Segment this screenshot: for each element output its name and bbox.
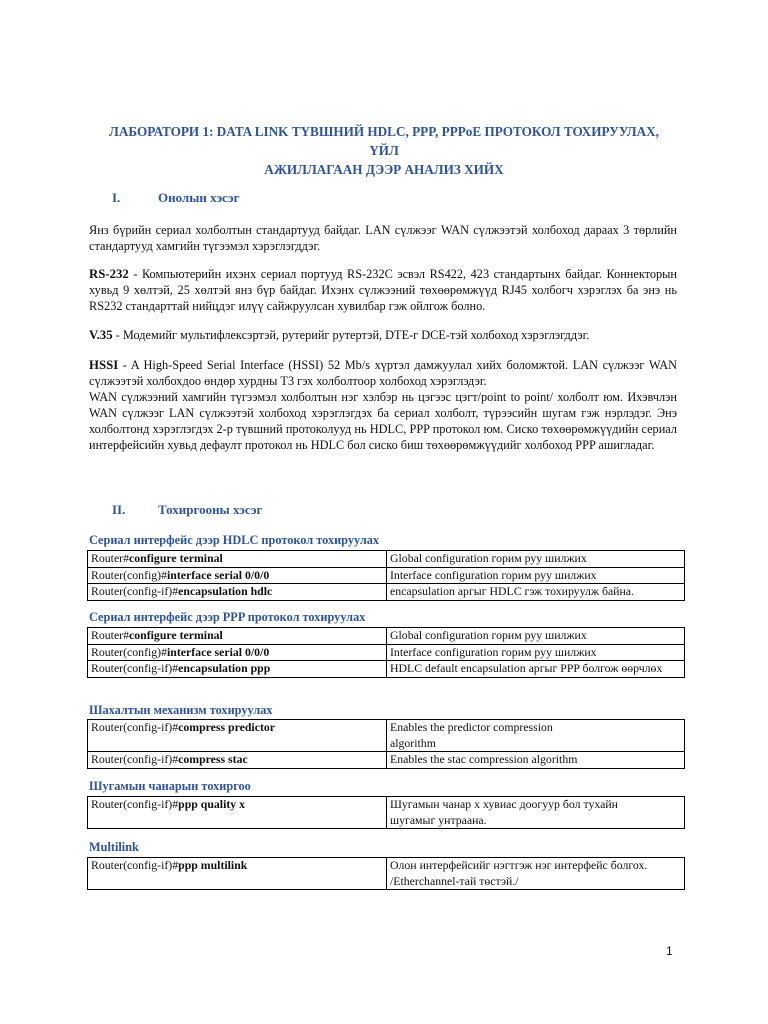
- table-title-hdlc: Сериал интерфейс дээр HDLC протокол тохируулах: [89, 533, 380, 547]
- section-heading-config: [112, 502, 262, 518]
- command-cell: [88, 584, 387, 601]
- title-line-1: ЛАБОРАТОРИ 1: DATA LINK ТҮВШНИЙ HDLC, PPP, PPPoE ПРОТОКОЛ ТОХИРУУЛАХ, ҮЙЛ: [109, 124, 659, 158]
- table-row: [88, 797, 685, 829]
- rs232-paragraph: [89, 266, 677, 314]
- table-title-multilink: Multilink: [89, 840, 139, 854]
- description-cell: Interface configuration горим руу шилжих: [387, 644, 685, 661]
- section-number: II.: [112, 502, 126, 517]
- command-cell: [88, 797, 387, 829]
- command-cell: [88, 551, 387, 568]
- description-cell: Enables the stac compression algorithm: [387, 752, 685, 769]
- command-prompt: Router(config-if)#: [91, 752, 179, 766]
- command-text: interface serial 0/0/0: [167, 644, 270, 659]
- command-text: compress stac: [178, 752, 248, 766]
- command-prompt: Router(config-if)#: [91, 797, 179, 811]
- description-cell: Олон интерфейсийг нэгтгэж нэг интерфейс болгох. /Etherchannel-тай төстэй./: [387, 858, 685, 890]
- hssi-text: - A High-Speed Serial Interface (HSSI) 52 Mb/s хүртэл дамжуулал хийх боломжтой. LAN сүлжээг WAN сүлжээтэй холбохдоо өндөр хурдны T3 гэх холболтоор холбоход хэрэглэдэг.: [89, 358, 677, 388]
- command-prompt: Router(config)#: [91, 567, 168, 582]
- command-prompt: Router(config)#: [91, 644, 168, 659]
- table-row: [88, 661, 685, 678]
- section-label: Онолын хэсэг: [158, 190, 240, 205]
- description-cell: Interface configuration горим руу шилжих: [387, 567, 685, 584]
- table-title-quality: Шугамын чанарын тохиргоо: [89, 779, 251, 793]
- wan-paragraph: WAN сүлжээний хамгийн түгээмэл холболтын нэг хэлбэр нь цэгээс цэгт/point to point/ холболт юм. Ихэвчлэн WAN сүлжээг LAN сүлжээтэй холбоход хэрэглэгдэх ба сериал холболт, түрээсийн шугам гэж нэрлэдэг. Энэ холболтонд хэрэглэгдэх 2-р түвшний протоколууд нь HDLC, PPP протокол юм. Сиско төхөөрөмжүүдийн сериал интерфейсийн хувьд дефаулт протокол нь HDLC бол сиско биш төхөөрөмжүүдийг холбоход PPP ашигладаг.: [89, 390, 677, 452]
- command-cell: [88, 567, 387, 584]
- command-text: encapsulation ppp: [178, 661, 271, 675]
- command-prompt: Router(config-if)#: [91, 858, 179, 872]
- page-number: 1: [666, 944, 673, 958]
- table-row: [88, 628, 685, 645]
- rs232-text: - Компьютерийн ихэнх сериал портууд RS-232C эсвэл RS422, 423 стандартынх байдаг. Коннекторын хувьд 9 хөлтэй, 25 хөлтэй янз бүр байдаг. Ихэнх сүлжээний төхөөрөмжүүд RJ45 холбогч хэрэглэх ба энэ нь RS232 стандарттай нийцдэг илүү сайжруулсан хувилбар гэж ойлгож болно.: [89, 267, 677, 313]
- command-prompt: Router(config-if)#: [91, 661, 179, 675]
- command-cell: [88, 752, 387, 769]
- table-title-ppp: Сериал интерфейс дээр PPP протокол тохируулах: [89, 610, 366, 624]
- config-table-multilink: [87, 857, 685, 890]
- v35-term: V.35: [89, 328, 113, 342]
- table-row: [88, 584, 685, 601]
- command-cell: [88, 858, 387, 890]
- command-cell: [88, 661, 387, 678]
- command-prompt: Router(config-if)#: [91, 584, 179, 598]
- table-row: [88, 567, 685, 584]
- rs232-term: RS-232: [89, 267, 129, 281]
- hssi-term: HSSI: [89, 358, 119, 372]
- table-row: [88, 551, 685, 568]
- command-cell: [88, 720, 387, 752]
- description-cell: encapsulation аргыг HDLC гэж тохируулж байна.: [387, 584, 685, 601]
- section-label: Тохиргооны хэсэг: [158, 502, 263, 517]
- document-title: [96, 122, 672, 179]
- config-table-compression: [87, 719, 685, 769]
- hssi-paragraph: [89, 357, 677, 389]
- table-row: [88, 720, 685, 752]
- v35-paragraph: [89, 327, 677, 343]
- table-row: [88, 752, 685, 769]
- table-row: [88, 644, 685, 661]
- description-cell: Шугамын чанар x хувиас доогуур бол тухайн шугамыг унтраана.: [387, 797, 685, 829]
- command-prompt: Router(config-if)#: [91, 720, 179, 734]
- command-text: interface serial 0/0/0: [167, 567, 270, 582]
- description-cell: Global configuration горим руу шилжих: [387, 551, 685, 568]
- config-table-ppp: [87, 627, 685, 678]
- title-line-2: АЖИЛЛАГААН ДЭЭР АНАЛИЗ ХИЙХ: [264, 162, 504, 177]
- section-heading-theory: [112, 190, 240, 206]
- description-cell: HDLC default encapsulation аргыг PPP болгож өөрчлөх: [387, 661, 685, 678]
- command-text: compress predictor: [178, 720, 276, 734]
- command-text: encapsulation hdlc: [178, 584, 273, 598]
- section-number: I.: [112, 190, 121, 205]
- table-title-compression: Шахалтын механизм тохируулах: [89, 703, 273, 717]
- command-prompt: Router#: [91, 551, 130, 565]
- command-text: configure terminal: [129, 551, 223, 565]
- description-cell: Enables the predictor compression algorithm: [387, 720, 685, 752]
- config-table-hdlc: [87, 550, 685, 601]
- command-cell: [88, 628, 387, 645]
- table-row: [88, 858, 685, 890]
- command-prompt: Router#: [91, 628, 130, 642]
- command-text: ppp multilink: [178, 858, 248, 872]
- command-cell: [88, 644, 387, 661]
- command-text: configure terminal: [129, 628, 223, 642]
- description-cell: Global configuration горим руу шилжих: [387, 628, 685, 645]
- intro-paragraph: Янз бүрийн сериал холболтын стандартууд байдаг. LAN сүлжээг WAN сүлжээтэй холбоход дараах 3 төрлийн стандартууд хамгийн түгээмэл хэрэглэгддэг.: [89, 223, 677, 253]
- config-table-quality: [87, 796, 685, 829]
- command-text: ppp quality x: [178, 797, 246, 811]
- v35-text: - Модемийг мультифлексэртэй, рутерийг рутертэй, DTE-г DCE-тэй холбоход хэрэглэгддэг.: [112, 328, 590, 342]
